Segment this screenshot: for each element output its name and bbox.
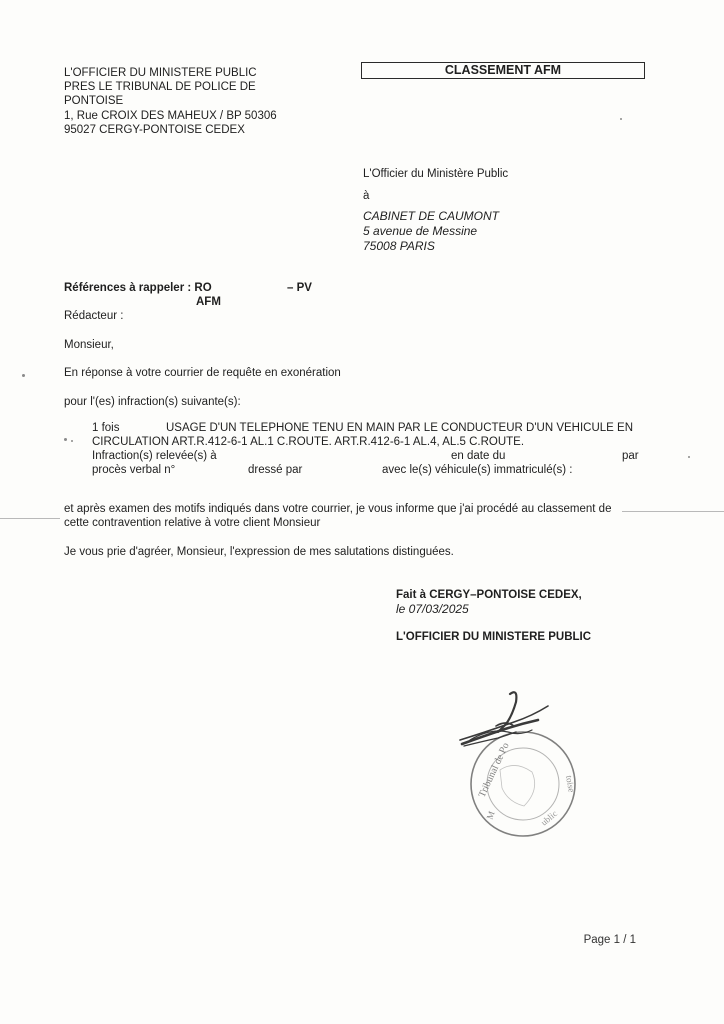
svg-text:toise: toise [564,774,577,794]
scan-line [0,518,60,519]
references-pv: – PV [287,282,312,294]
dresse-par-label: dressé par [248,464,303,476]
scan-speck [71,440,73,442]
pour-text: pour l'(es) infraction(s) suivante(s): [64,396,241,408]
proces-verbal-label: procès verbal n° [92,464,176,476]
sender-address [64,66,277,137]
recipient-a: à [363,190,370,202]
par-label: par [622,450,639,462]
scan-speck [688,456,690,458]
sender-line: PONTOISE [64,95,124,108]
classement-box: CLASSEMENT AFM [361,62,645,79]
signatory-title: L'OFFICIER DU MINISTERE PUBLIC [396,631,592,643]
scan-speck [22,374,25,377]
relevee-label: Infraction(s) relevée(s) à [92,450,217,462]
salutation: Monsieur, [64,339,114,351]
conclusion-line2: cette contravention relative à votre client Monsieur [64,517,321,529]
infraction-count: 1 fois [92,422,120,434]
sender-line: PRES LE TRIBUNAL DE POLICE DE [64,81,256,94]
infraction-line2: CIRCULATION ART.R.412-6-1 AL.1 C.ROUTE. ART.R.412-6-1 AL.4, AL.5 C.ROUTE. [92,436,525,448]
infraction-line1: USAGE D'UN TELEPHONE TENU EN MAIN PAR LE CONDUCTEUR D'UN VEHICULE EN [166,422,634,434]
conclusion-line1: et après examen des motifs indiqués dans votre courrier, je vous informe que j'ai procédé au classement de [64,503,612,515]
recipient-name: CABINET DE CAUMONT [363,209,500,223]
svg-text:Tribunal de Po: Tribunal de Po [476,741,512,800]
official-stamp [440,680,600,850]
references-afm: AFM [196,296,221,308]
sender-line: 1, Rue CROIX DES MAHEUX / BP 50306 [64,109,277,122]
scan-line [622,511,724,512]
svg-text:M: M [484,809,497,821]
page-number: Page 1 / 1 [583,934,636,946]
signature-date: le 07/03/2025 [396,602,469,616]
scan-speck [620,118,622,120]
vehicule-label: avec le(s) véhicule(s) immatriculé(s) : [382,464,573,476]
en-date-du-label: en date du [451,450,506,462]
svg-text:ublic: ublic [538,808,560,828]
sender-line: L'OFFICIER DU MINISTERE PUBLIC [64,67,257,79]
references-label: Références à rappeler : RO [64,282,212,294]
fait-a: Fait à CERGY–PONTOISE CEDEX, [396,589,582,601]
recipient-address2: 75008 PARIS [363,239,435,253]
recipient-from: L'Officier du Ministère Public [363,168,509,180]
sender-line: 95027 CERGY-PONTOISE CEDEX [64,123,245,136]
stamp-seal [471,732,577,836]
reponse-text: En réponse à votre courrier de requête en exonération [64,367,341,379]
closing-formula: Je vous prie d'agréer, Monsieur, l'expression de mes salutations distinguées. [64,546,454,558]
recipient-address1: 5 avenue de Messine [363,224,478,238]
scan-speck [64,438,67,441]
redacteur-label: Rédacteur : [64,310,124,322]
handwritten-signature [460,692,548,746]
